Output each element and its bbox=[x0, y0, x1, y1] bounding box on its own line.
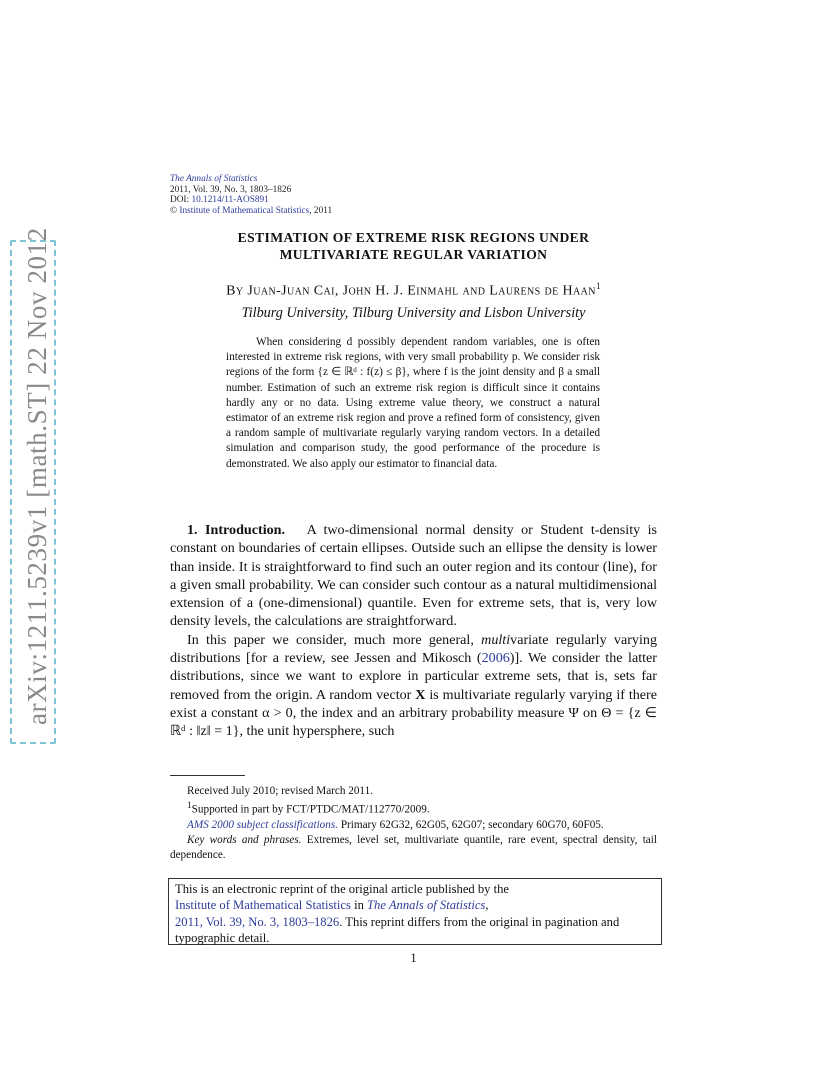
received-note: Received July 2010; revised March 2011. bbox=[187, 785, 373, 797]
citation-link[interactable]: 2006 bbox=[481, 650, 510, 667]
author-list: By Juan-Juan Cai, John H. J. Einmahl and Laurens de Haan bbox=[226, 283, 596, 299]
reprint-text-3: , bbox=[485, 898, 489, 913]
journal-link[interactable]: The Annals of Statistics bbox=[367, 898, 486, 913]
copyright-holder-link[interactable]: Institute of Mathematical Statistics bbox=[179, 205, 310, 216]
page-number: 1 bbox=[410, 951, 417, 965]
funding-mark: 1 bbox=[187, 801, 192, 812]
copyright-icon: © bbox=[170, 205, 178, 216]
paragraph-2-text-a: In this paper we consider, much more general, bbox=[187, 631, 482, 648]
ims-link[interactable]: Institute of Mathematical Statistics bbox=[175, 898, 351, 913]
copyright-year: , 2011 bbox=[309, 205, 333, 216]
funding-text: Supported in part by FCT/PTDC/MAT/112770/2009. bbox=[191, 803, 430, 816]
body-text bbox=[170, 521, 657, 741]
title-line-2: MULTIVARIATE REGULAR VARIATION bbox=[279, 247, 548, 262]
keywords-note bbox=[170, 833, 657, 863]
reprint-notice bbox=[168, 878, 662, 945]
author-footnote-mark: 1 bbox=[595, 281, 601, 291]
issue-link[interactable]: 2011, Vol. 39, No. 3, 1803–1826 bbox=[175, 914, 340, 929]
doi-link[interactable]: 10.1214/11-AOS891 bbox=[191, 195, 269, 205]
ams-note bbox=[170, 818, 657, 833]
arxiv-stamp[interactable]: arXiv:1211.5239v1 [math.ST] 22 Nov 2012 bbox=[22, 227, 52, 725]
paragraph-2-text-c: )]. We consider the latter distributions, since we want to explore in particular extreme sets, that is, sets far removed from the origin. A random vector bbox=[170, 650, 657, 703]
journal-name[interactable]: The Annals of Statistics bbox=[170, 174, 258, 184]
keywords-label: Key words and phrases. bbox=[187, 834, 302, 847]
affiliation: Tilburg University, Tilburg University and Lisbon University bbox=[241, 305, 586, 321]
reprint-text-4: . This reprint differs from the original in pagination and typographic detail. bbox=[175, 914, 620, 945]
emphasis-multi: multi bbox=[481, 631, 511, 648]
funding-note bbox=[170, 799, 657, 818]
keywords-text: Extremes, level set, multivariate quantile, rare event, spectral density, tail dependence. bbox=[170, 834, 657, 862]
doi-label: DOI: bbox=[170, 195, 192, 205]
copyright-line bbox=[170, 206, 332, 217]
paper-title bbox=[170, 229, 657, 263]
ams-link[interactable]: AMS 2000 subject classifications. bbox=[187, 818, 339, 831]
vector-x: X bbox=[415, 686, 426, 703]
abstract-text: When considering d possibly dependent random variables, one is often interested in extreme risk regions, with very small probability p. We consider risk regions of the form {z ∈ ℝᵈ : f(z) ≤ β}, where f is the joint density and β a small number. Estimation of such an extreme risk region is difficult since it contains hardly any or no data. Using extreme value theory, we construct a natural estimator of an extreme risk region and prove a refined form of consistency, given a random sample of multivariate regularly varying random vectors. In a detailed simulation and comparison study, the good performance of the procedure is demonstrated. We also apply our estimator to financial data. bbox=[226, 336, 600, 470]
paragraph-1 bbox=[170, 521, 657, 631]
journal-volume: 2011, Vol. 39, No. 3, 1803–1826 bbox=[170, 184, 292, 195]
authors bbox=[170, 281, 657, 300]
paragraph-2 bbox=[170, 631, 657, 741]
footnotes bbox=[170, 784, 657, 863]
title-line-1: ESTIMATION OF EXTREME RISK REGIONS UNDER bbox=[237, 230, 590, 245]
reprint-text-1: This is an electronic reprint of the original article published by the bbox=[175, 882, 509, 896]
section-heading: 1. Introduction. bbox=[187, 522, 286, 538]
journal-meta bbox=[170, 174, 332, 216]
doi-line bbox=[170, 195, 332, 206]
paragraph-2-text-b: variate regularly varying distributions [for a review, see Jessen and Mikosch ( bbox=[170, 631, 657, 667]
paragraph-1-text: A two-dimensional normal density or Student t-density is constant on boundaries of certain ellipses. Outside such an ellipse the density is lower than inside. It is straightforward to find such an outer region and its contour (line), for a given small probability. We can consider such contour as a natural multidimensional extension of a (one-dimensional) quantile. Even for extreme sets, that is, very low density levels, the calculations are straightforward. bbox=[170, 522, 657, 630]
ams-text: Primary 62G32, 62G05, 62G07; secondary 60G70, 60F05. bbox=[338, 818, 604, 831]
reprint-text-2: in bbox=[350, 898, 368, 913]
footnote-rule bbox=[170, 775, 245, 776]
paragraph-2-text-d: is multivariate regularly varying if there exist a constant α > 0, the index and an arbitrary probability measure Ψ on Θ = {z ∈ ℝᵈ : ‖z‖ = 1}, the unit hypersphere, such bbox=[170, 686, 657, 740]
abstract bbox=[226, 335, 600, 472]
